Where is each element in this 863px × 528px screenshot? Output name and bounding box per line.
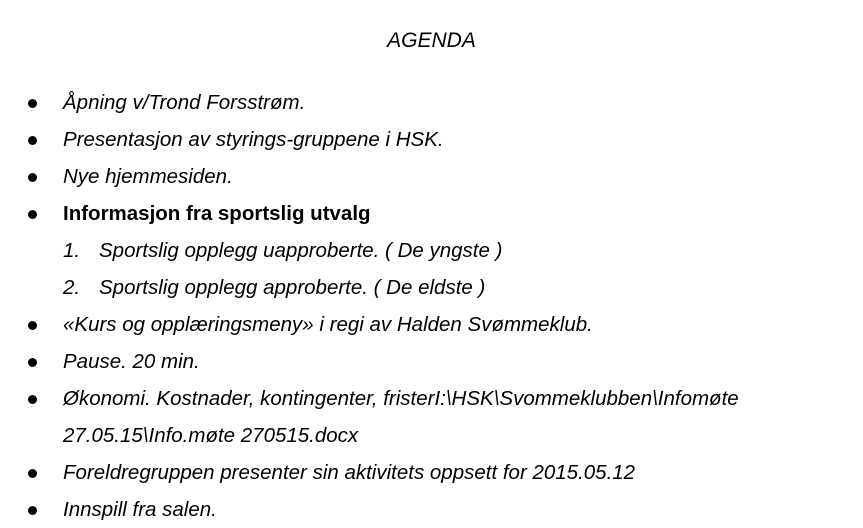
bullet-icon [28, 321, 37, 330]
agenda-item-sports-info [0, 195, 863, 306]
bullet-icon [28, 136, 37, 145]
sub-item-label: Sportslig opplegg uapproberte. ( De yngste ) [99, 239, 503, 262]
agenda-item-economy [0, 380, 863, 454]
agenda-item-label: «Kurs og opplæringsmeny» i regi av Halden Svømmeklub. [63, 313, 593, 336]
agenda-item-label: Innspill fra salen. [63, 498, 217, 521]
bullet-icon [28, 99, 37, 108]
agenda-list [0, 84, 863, 528]
sub-item-number: 2. [63, 276, 81, 299]
agenda-item-label: Foreldregruppen presenter sin aktivitets oppsett for 2015.05.12 [63, 461, 636, 484]
sub-item-number: 1. [63, 239, 81, 262]
agenda-item-parents-group [0, 454, 863, 491]
agenda-item-pause [0, 343, 863, 380]
agenda-item-label: Pause. 20 min. [63, 350, 200, 373]
sub-item-label: Sportslig opplegg approberte. ( De eldste ) [99, 276, 486, 299]
bullet-icon [28, 469, 37, 478]
agenda-item-label: Åpning v/Trond Forsstrøm. [63, 91, 306, 114]
agenda-item-opening [0, 84, 863, 121]
bullet-icon [28, 210, 37, 219]
sub-item [0, 232, 863, 269]
agenda-title: AGENDA [387, 29, 476, 52]
agenda-item-label: Informasjon fra sportslig utvalg [63, 202, 371, 225]
agenda-item-input [0, 491, 863, 528]
agenda-item-presentation [0, 121, 863, 158]
agenda-item-website [0, 158, 863, 195]
sub-item [0, 269, 863, 306]
agenda-item-label: Nye hjemmesiden. [63, 165, 233, 188]
bullet-icon [28, 395, 37, 404]
bullet-icon [28, 173, 37, 182]
bullet-icon [28, 358, 37, 367]
agenda-item-label: Presentasjon av styrings-gruppene i HSK. [63, 128, 444, 151]
agenda-item-courses [0, 306, 863, 343]
agenda-item-label-continuation: 27.05.15\Info.møte 270515.docx [63, 424, 359, 447]
agenda-item-label: Økonomi. Kostnader, kontingenter, fristerI:\HSK\Svommeklubben\Infomøte [63, 387, 739, 410]
bullet-icon [28, 506, 37, 515]
